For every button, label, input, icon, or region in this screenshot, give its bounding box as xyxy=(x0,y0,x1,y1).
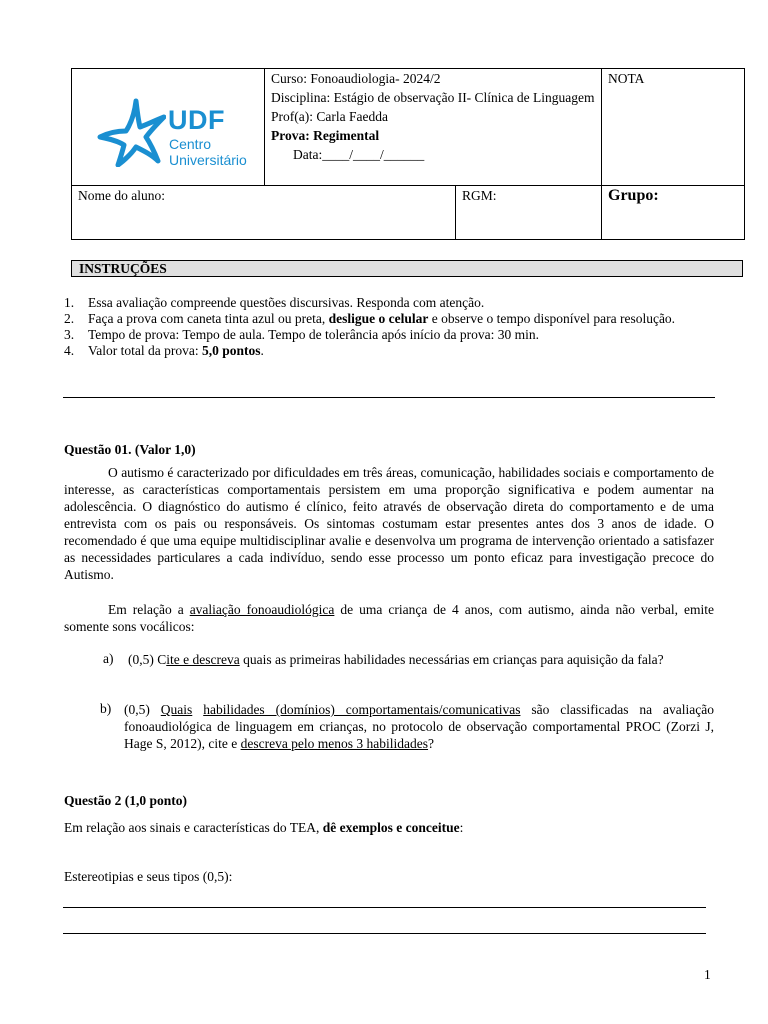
logo-line2: Universitário xyxy=(169,152,247,168)
question-2-title: Questão 2 (1,0 ponto) xyxy=(64,793,188,808)
section-divider xyxy=(63,397,715,398)
date-line: Data:____/____/______ xyxy=(293,147,425,162)
group-label: Grupo: xyxy=(608,187,659,204)
rgm-label: RGM: xyxy=(462,188,497,203)
discipline-line: Disciplina: Estágio de observação II- Clínica de Linguagem xyxy=(271,90,595,105)
answer-line[interactable] xyxy=(63,907,706,908)
instruction-item: 1. Essa avaliação compreende questões discursivas. Responda com atenção. xyxy=(64,295,485,310)
course-info-cell xyxy=(265,69,602,186)
question-1-title: Questão 01. (Valor 1,0) xyxy=(64,442,196,457)
instruction-item: 2. Faça a prova com caneta tinta azul ou preta, desligue o celular e observe o tempo disponível para resolução. xyxy=(64,311,676,326)
question-1a-label: a) xyxy=(103,651,114,666)
student-name-cell[interactable] xyxy=(72,186,456,240)
header-table xyxy=(71,68,745,240)
rgm-cell[interactable] xyxy=(456,186,602,240)
question-2-item: Estereotipias e seus tipos (0,5): xyxy=(64,869,233,884)
logo-brand: UDF xyxy=(168,105,225,135)
logo-cell xyxy=(72,69,265,186)
question-1-intro: O autismo é caracterizado por dificuldades em três áreas, comunicação, habilidades sociais e comportamento de interesse, as características comportamentais persistem em uma proporção significativa e podem aumentar na adolescência. O diagnóstico do autismo é clínico, feito através de observação direta do comportamento e de uma entrevista com os pais ou responsáveis. Os sintomas costumam estar presentes antes dos 3 anos de idade. O recomendado é que uma equipe multidisciplinar avalie e desenvolva um programa de intervenção orientado a satisfazer as necessidades particulares a cada indivíduo, sendo esse processo um ponto eficaz para investigação precoce do Autismo. xyxy=(64,465,714,582)
professor-line: Prof(a): Carla Faedda xyxy=(271,109,388,124)
question-1b-label: b) xyxy=(100,701,112,716)
instruction-item: 4. Valor total da prova: 5,0 pontos. xyxy=(64,343,264,358)
question-1-context: Em relação a avaliação fonoaudiológica de uma criança de 4 anos, com autismo, ainda não verbal, emite somente sons vocálicos: xyxy=(64,602,715,634)
instructions-header: INSTRUÇÕES xyxy=(71,260,743,277)
group-cell[interactable] xyxy=(602,186,745,240)
instructions-list xyxy=(64,295,714,359)
question-1a-text: (0,5) Cite e descreva quais as primeiras habilidades necessárias em crianças para aquisição da fala? xyxy=(128,652,664,667)
logo-line1: Centro xyxy=(169,136,212,152)
question-1b-text: (0,5) Quais habilidades (domínios) comportamentais/comunicativas são classificadas na avaliação fonoaudiológica de linguagem em crianças, no protocolo de observação comportamental PROC (Zorzi J, Hage S, 2012), cite e descreva pelo menos 3 habilidades? xyxy=(124,702,715,751)
page-number: 1 xyxy=(704,967,711,982)
course-line: Curso: Fonoaudiologia- 2024/2 xyxy=(271,71,441,86)
student-name-label: Nome do aluno: xyxy=(78,188,165,203)
question-2-intro: Em relação aos sinais e características do TEA, dê exemplos e conceitue: xyxy=(64,820,464,835)
grade-cell xyxy=(602,69,745,186)
grade-label: NOTA xyxy=(608,71,645,86)
instruction-item: 3. Tempo de prova: Tempo de aula. Tempo de tolerância após início da prova: 30 min. xyxy=(64,327,540,342)
udf-star-logo-icon xyxy=(96,97,166,167)
exam-type-line: Prova: Regimental xyxy=(271,128,380,143)
answer-line[interactable] xyxy=(63,933,706,934)
